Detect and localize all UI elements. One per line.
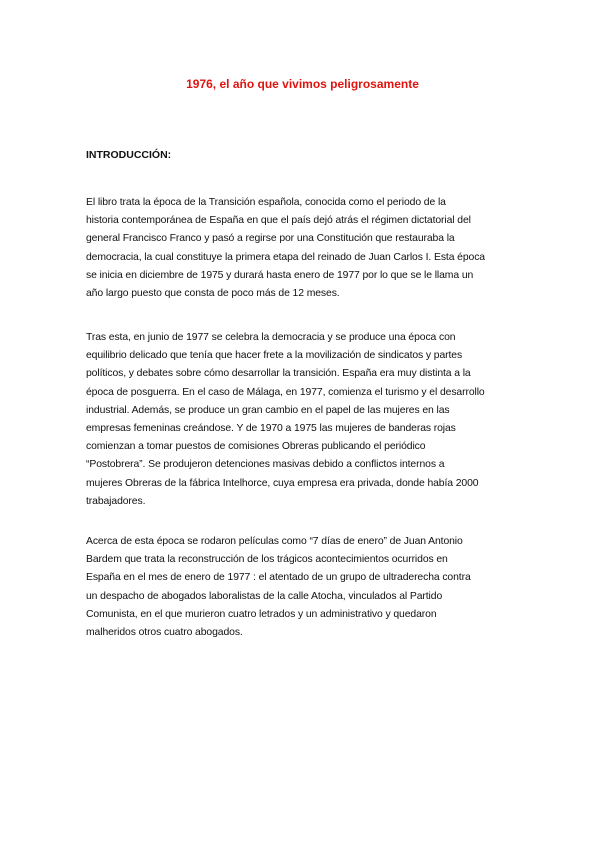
paragraph-line: comienzan a tomar puestos de comisiones Obreras publicando el periódico <box>86 441 426 453</box>
paragraph-line: Tras esta, en junio de 1977 se celebra la democracia y se produce una época con <box>86 332 456 343</box>
document-title: 1976, el año que vivimos peligrosamente <box>186 77 419 91</box>
paragraph-line: Comunista, en el que murieron cuatro letrados y un administrativo y quedaron <box>86 608 437 620</box>
paragraph-line: se inicia en diciembre de 1975 y durará hasta enero de 1977 por lo que se le llama un <box>86 269 474 281</box>
paragraph-line: mujeres Obreras de la fábrica Intelhorce, cuya empresa era privada, donde había 2000 <box>86 477 479 489</box>
paragraph-line: El libro trata la época de la Transición española, conocida como el periodo de la <box>86 197 446 208</box>
paragraph-line: España en el mes de enero de 1977 : el atentado de un grupo de ultraderecha contra <box>86 572 471 584</box>
paragraph-line: época de posguerra. En el caso de Málaga, en 1977, comienza el turismo y el desarrollo <box>86 386 485 398</box>
paragraph-line: Bardem que trata la reconstrucción de los trágicos acontecimientos ocurridos en <box>86 554 448 566</box>
paragraph-3 <box>86 533 523 642</box>
paragraph-2 <box>86 329 523 511</box>
paragraph-line: Acerca de esta época se rodaron películas como “7 días de enero” de Juan Antonio <box>86 536 463 547</box>
section-heading: INTRODUCCIÓN: <box>86 149 172 161</box>
paragraph-line: empresas femeninas creándose. Y de 1970 a 1975 las mujeres de banderas rojas <box>86 423 456 435</box>
paragraph-line: malheridos otros cuatro abogados. <box>86 627 243 639</box>
paragraph-line: equilibrio delicado que tenía que hacer frete a la movilización de sindicatos y partes <box>86 350 463 362</box>
paragraph-line: un despacho de abogados laboralistas de la calle Atocha, vinculados al Partido <box>86 590 443 602</box>
paragraph-line: historia contemporánea de España en que el país dejó atrás el régimen dictatorial del <box>86 215 471 227</box>
paragraph-line: industrial. Además, se produce un gran cambio en el papel de las mujeres en las <box>86 404 450 416</box>
paragraph-line: general Francisco Franco y pasó a regirse por una Constitución que restauraba la <box>86 233 455 245</box>
paragraph-line: año largo puesto que consta de poco más de 12 meses. <box>86 288 340 300</box>
paragraph-line: políticos, y debates sobre cómo desarrollar la transición. España era muy distinta a la <box>86 368 471 380</box>
paragraph-line: “Postobrera”. Se produjeron detenciones masivas debido a conflictos internos a <box>86 459 445 471</box>
paragraph-line: democracia, la cual constituye la primera etapa del reinado de Juan Carlos I. Esta época <box>86 251 485 263</box>
paragraph-line: trabajadores. <box>86 495 146 507</box>
paragraph-1 <box>86 194 523 303</box>
